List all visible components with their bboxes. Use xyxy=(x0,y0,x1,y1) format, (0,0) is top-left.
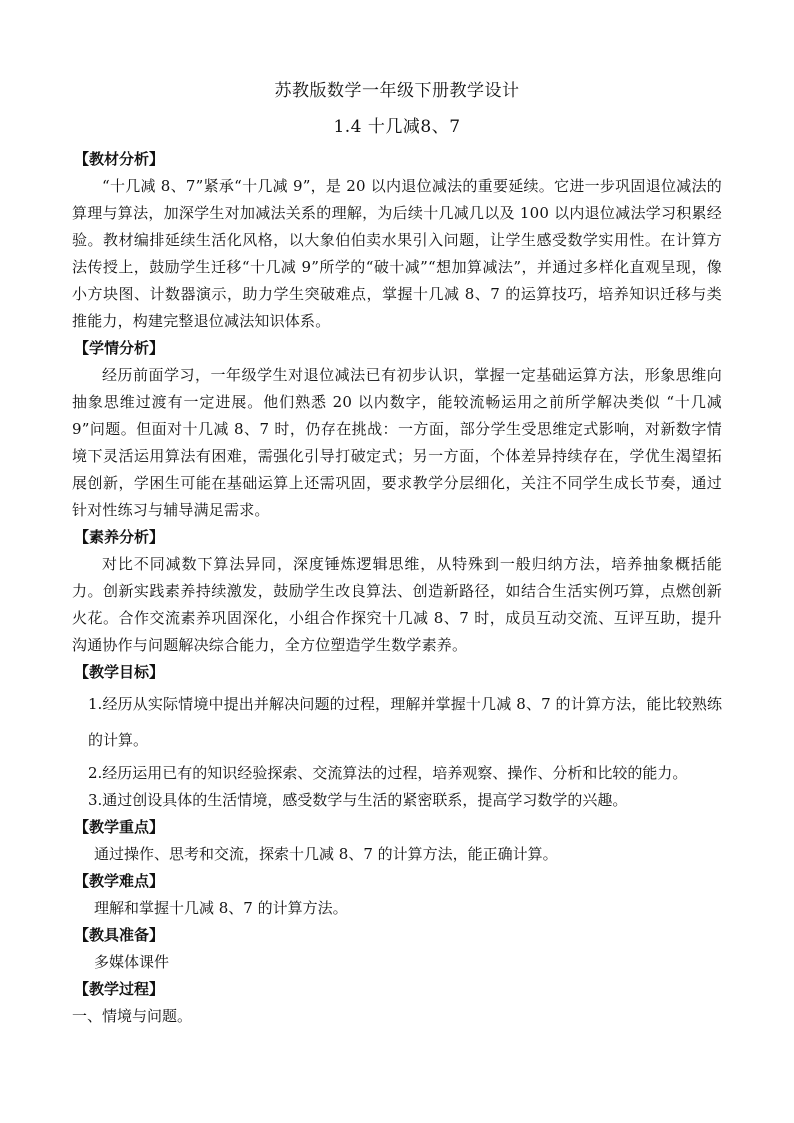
section-paragraph: “十几减 8、7”紧承“十几减 9”，是 20 以内退位减法的重要延续。它进一步巩固退位减法的算理与算法，加深学生对加减法关系的理解，为后续十几减几以及 100 以内退位减法学习积累经验。教材编排延续生活化风格，以大象伯伯卖水果引入问题，让学生感受数学实用性。在计算方法传授上，鼓励学生迁移“十几减 9”所学的“破十减”“想加算减法”，并通过多样化直观呈现，像小方块图、计数器演示，助力学生突破难点，掌握十几减 8、7 的运算技巧，培养知识迁移与类推能力，构建完整退位减法知识体系。 xyxy=(72,177,722,330)
section-teaching-goals xyxy=(72,659,722,814)
section-key-points xyxy=(72,814,722,868)
goal-item: 1.经历从实际情境中提出并解决问题的过程，理解并掌握十几减 8、7 的计算方法，能比较熟练的计算。 xyxy=(88,695,722,749)
section-paragraph: 理解和掌握十几减 8、7 的计算方法。 xyxy=(94,899,348,917)
section-difficult-points xyxy=(72,868,722,922)
section-paragraph: 多媒体课件 xyxy=(94,953,170,971)
section-heading: 【教学难点】 xyxy=(74,872,165,890)
process-step: 一、情境与问题。 xyxy=(72,1007,193,1025)
document-subtitle: 1.4 十几减8、7 xyxy=(333,117,461,137)
section-heading: 【教学过程】 xyxy=(74,980,165,998)
section-heading: 【教材分析】 xyxy=(74,150,165,168)
document-title: 苏教版数学一年级下册教学设计 xyxy=(274,81,520,101)
section-literacy-analysis xyxy=(72,524,722,659)
section-heading: 【教具准备】 xyxy=(74,926,165,944)
section-paragraph: 对比不同减数下算法异同，深度锤炼逻辑思维，从特殊到一般归纳方法，培养抽象概括能力。创新实践素养持续激发，鼓励学生改良算法、创造新路径，如结合生活实例巧算，点燃创新火花。合作交流素养巩固深化，小组合作探究十几减 8、7 时，成员互动交流、互评互助，提升沟通协作与问题解决综合能力，全方位塑造学生数学素养。 xyxy=(72,555,722,654)
section-heading: 【教学目标】 xyxy=(74,663,165,681)
section-textbook-analysis xyxy=(72,146,722,335)
section-heading: 【学情分析】 xyxy=(74,339,165,357)
section-heading: 【教学重点】 xyxy=(74,818,165,836)
section-paragraph: 经历前面学习，一年级学生对退位减法已有初步认识，掌握一定基础运算方法，形象思维向抽象思维过渡有一定进展。他们熟悉 20 以内数字，能较流畅运用之前所学解决类似 “十几减 9”问题。但面对十几减 8、7 时，仍存在挑战：一方面，部分学生受思维定式影响，对新数字情境下灵活运用算法有困难，需强化引导打破定式；另一方面，个体差异持续存在，学优生渴望拓展创新，学困生可能在基础运算上还需巩固，要求教学分层细化，关注不同学生成长节奏，通过针对性练习与辅导满足需求。 xyxy=(72,366,722,519)
section-heading: 【素养分析】 xyxy=(74,528,165,546)
section-teaching-process xyxy=(72,976,722,1030)
section-teaching-aids xyxy=(72,922,722,976)
goal-item: 2.经历运用已有的知识经验探索、交流算法的过程，培养观察、操作、分析和比较的能力。 xyxy=(88,764,688,782)
section-student-analysis xyxy=(72,335,722,524)
section-paragraph: 通过操作、思考和交流，探索十几减 8、7 的计算方法，能正确计算。 xyxy=(94,845,558,863)
goal-item: 3.通过创设具体的生活情境，感受数学与生活的紧密联系，提高学习数学的兴趣。 xyxy=(88,791,628,809)
